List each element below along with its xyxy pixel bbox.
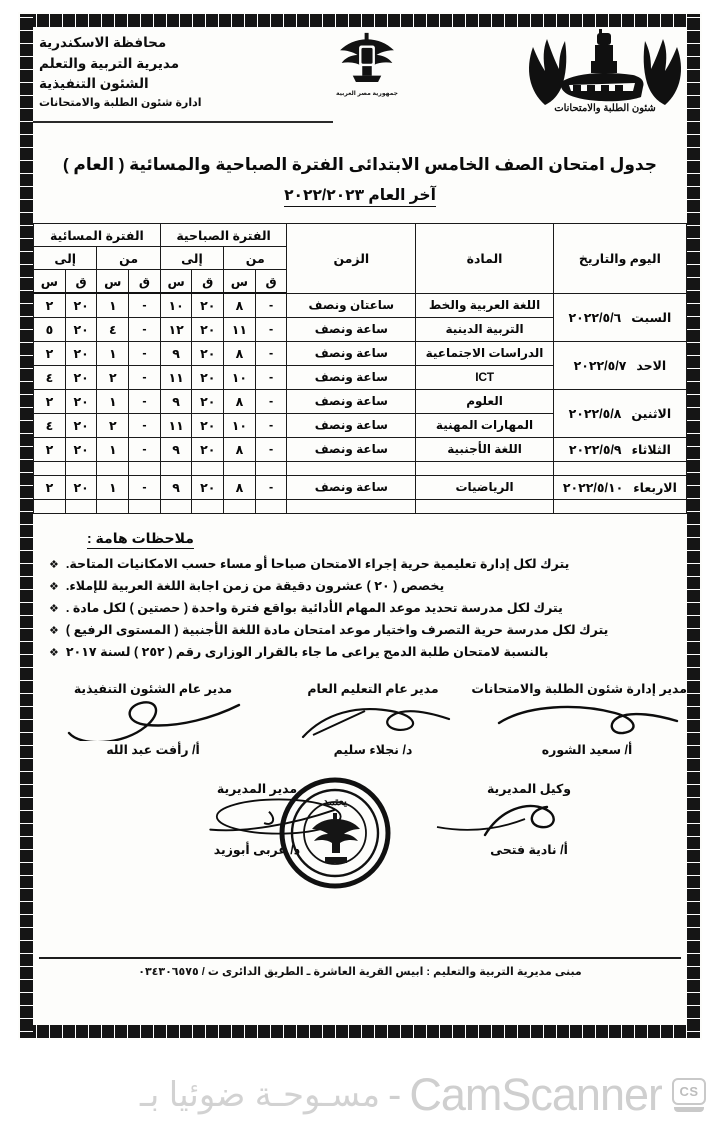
table-row [34,341,687,365]
cell-morning-from-min: - [255,365,287,389]
signature-scribble-icon [487,697,687,741]
cell-evening-to-min: ٢٠ [65,341,97,365]
cell-evening-from-hr: ٢ [97,413,129,437]
org-line-directorate: مديرية التربية والتعلم [39,55,180,71]
cell-morning-from-hr: ٨ [224,475,256,499]
cell-evening-from-min: - [129,293,161,317]
cell-evening-to-hr: ٤ [34,365,66,389]
cell-morning-from-hr: ٨ [224,389,256,413]
spacer-cell [287,461,416,475]
cell-day-date [553,293,686,341]
cell-evening-from-hr: ١ [97,475,129,499]
cell-morning-from-min: - [255,437,287,461]
table-row [34,437,687,461]
th-min-1: ق [255,270,287,294]
spacer-cell [97,499,129,513]
spacer-cell [192,461,224,475]
signature-executive-affairs [53,681,253,757]
spacer-cell [97,461,129,475]
th-morning-period: الفترة الصباحية [160,224,287,247]
camscanner-logo-icon [672,1078,706,1112]
cell-day-date [553,389,686,437]
egypt-eagle-emblem-icon [319,29,415,115]
cell-subject: اللغة الأجنبية [416,437,554,461]
th-hr-2: س [160,270,192,294]
cell-morning-to-hr: ٩ [160,341,192,365]
note-item [33,578,687,593]
cell-evening-from-min: - [129,317,161,341]
cell-morning-from-min: - [255,413,287,437]
cell-evening-from-hr: ١ [97,341,129,365]
day-name: الثلاثاء [631,442,671,457]
day-date: ٢٠٢٢/٥/٩ [568,442,622,457]
cell-evening-to-hr: ٤ [34,413,66,437]
cell-evening-to-min: ٢٠ [65,317,97,341]
th-duration: الزمن [287,224,416,294]
page-subtitle: آخر العام ٢٠٢٢/٢٠٢٣ [284,186,436,207]
th-hr-3: س [97,270,129,294]
cell-duration: ساعة ونصف [287,341,416,365]
cell-evening-to-hr: ٢ [34,293,66,317]
cell-subject: ICT [416,365,554,389]
cell-duration: ساعة ونصف [287,317,416,341]
cell-duration: ساعة ونصف [287,413,416,437]
cell-morning-to-min: ٢٠ [192,475,224,499]
cell-evening-to-min: ٢٠ [65,293,97,317]
cell-day-date [553,475,686,499]
cell-morning-from-hr: ٨ [224,293,256,317]
signature-scribble-icon [273,697,473,741]
page-subtitle-wrap [33,186,687,207]
th-hr-1: س [224,270,256,294]
official-stamp-icon [279,777,391,889]
cell-day-date [553,437,686,461]
cell-evening-to-hr: ٥ [34,317,66,341]
spacer-cell [192,499,224,513]
note-item [33,644,687,659]
cell-morning-from-hr: ٨ [224,341,256,365]
cell-morning-to-min: ٢٠ [192,413,224,437]
cell-morning-from-min: - [255,389,287,413]
cell-morning-to-min: ٢٠ [192,389,224,413]
cell-evening-from-hr: ٢ [97,365,129,389]
cell-evening-to-min: ٢٠ [65,475,97,499]
notes-title: ملاحظات هامة : [87,530,194,549]
day-name: الاثنين [631,406,672,421]
cell-evening-from-min: - [129,365,161,389]
cell-morning-to-hr: ٩ [160,437,192,461]
cell-morning-to-min: ٢٠ [192,341,224,365]
table-row [34,475,687,499]
org-line-administration: ادارة شئون الطلبة والامتحانات [39,96,202,109]
day-date: ٢٠٢٢/٥/٦ [568,310,622,325]
note-text: بالنسبة لامتحان طلبة الدمج يراعى ما جاء بالقرار الوزارى رقم ( ٢٥٢ ) لسنة ٢٠١٧ [65,644,549,659]
signature-name: أ/ نادية فتحى [490,842,568,857]
org-line-governorate: محافظة الاسكندرية [39,35,167,50]
cell-evening-from-hr: ١ [97,389,129,413]
cell-duration: ساعة ونصف [287,365,416,389]
cell-morning-to-hr: ١٢ [160,317,192,341]
watermark-text-clip [0,1075,662,1115]
cell-morning-to-hr: ٩ [160,389,192,413]
signature-title: مدير إدارة شئون الطلبة والامتحانات [471,681,687,696]
spacer-cell [255,499,287,513]
stamp-text: يعتمد [323,795,347,808]
student-affairs-emblem-icon [515,27,695,115]
camscanner-watermark [0,1058,720,1132]
signature-name: د/ عربى أبوزيد [213,842,301,857]
cell-morning-to-hr: ١١ [160,413,192,437]
table-row [34,389,687,413]
cell-duration: ساعة ونصف [287,475,416,499]
cell-evening-to-hr: ٢ [34,389,66,413]
th-min-4: ق [65,270,97,294]
th-min-3: ق [129,270,161,294]
cell-evening-from-min: - [129,437,161,461]
watermark-latin-text: CamScanner [409,1075,662,1115]
note-bullet-icon: ❖ [49,558,59,571]
cell-evening-from-min: - [129,341,161,365]
cell-morning-to-hr: ٩ [160,475,192,499]
th-hr-4: س [34,270,66,294]
cell-morning-from-hr: ١١ [224,317,256,341]
spacer-cell [255,461,287,475]
day-name: الاحد [636,358,667,373]
cell-morning-to-min: ٢٠ [192,293,224,317]
table-row-spacer [34,499,687,513]
th-evening-period: الفترة المسائية [34,224,161,247]
cell-evening-from-hr: ١ [97,437,129,461]
signature-name: أ/ سعيد الشوره [541,742,633,757]
spacer-cell [287,499,416,513]
cell-duration: ساعة ونصف [287,437,416,461]
exam-schedule-table [33,223,687,514]
cell-morning-to-min: ٢٠ [192,365,224,389]
page-title: جدول امتحان الصف الخامس الابتدائى الفترة الصباحية والمسائية ( العام ) [63,155,657,174]
cell-subject: المهارات المهنية [416,413,554,437]
spacer-cell [65,461,97,475]
cell-subject: التربية الدينية [416,317,554,341]
signatures-section [33,681,687,889]
cell-morning-to-hr: ١١ [160,365,192,389]
note-text: يترك لكل إدارة تعليمية حرية إجراء الامتحان صباحا أو مساء حسب الامكانيات المتاحة. [65,556,570,571]
note-bullet-icon: ❖ [49,602,59,615]
cell-subject: اللغة العربية والخط [416,293,554,317]
signature-name: د/ نجلاء سليم [333,742,413,757]
cell-evening-from-min: - [129,475,161,499]
cell-evening-to-min: ٢٠ [65,437,97,461]
day-date: ٢٠٢٢/٥/٨ [568,406,622,421]
document-content [33,27,687,1025]
camscanner-badge-text: CS [672,1078,706,1105]
cell-evening-to-min: ٢٠ [65,389,97,413]
spacer-cell [160,461,192,475]
signature-title: مدير عام التعليم العام [307,681,439,696]
spacer-cell [416,461,554,475]
cell-morning-from-min: - [255,341,287,365]
table-row-spacer [34,461,687,475]
notes-list [33,556,687,659]
cell-morning-to-hr: ١٠ [160,293,192,317]
cell-morning-to-min: ٢٠ [192,437,224,461]
org-line-department: الشئون التنفيذية [39,76,149,92]
th-morning-from: من [224,247,287,270]
th-subject: المادة [416,224,554,294]
cell-morning-from-min: - [255,317,287,341]
signature-general-education [273,681,473,757]
footer-rule [39,957,681,959]
camscanner-badge-base [674,1107,704,1112]
spacer-cell [129,499,161,513]
masthead [33,27,687,123]
table-row [34,293,687,317]
cell-day-date [553,341,686,389]
day-name: الاربعاء [633,480,677,495]
day-date: ٢٠٢٢/٥/١٠ [562,480,624,495]
important-notes-section [33,530,687,659]
note-bullet-icon: ❖ [49,646,59,659]
note-item [33,556,687,571]
note-text: يخصص ( ٢٠ ) عشرون دقيقة من زمن اجابة اللغة العربية للإملاء. [65,578,445,593]
spacer-cell [416,499,554,513]
cell-evening-to-min: ٢٠ [65,365,97,389]
cell-morning-from-hr: ١٠ [224,365,256,389]
footer-address: مبنى مديرية التربية والتعليم : ابيس القرية العاشرة ـ الطريق الدائرى ت / ٠٣٤٣٠٦٥٧٥ [138,966,582,978]
th-evening-to: إلى [34,247,97,270]
table-body [34,293,687,513]
signature-title: مدير المديرية [216,781,298,796]
ministry-caption: جمهورية مصر العربية [336,91,398,97]
signature-student-affairs [471,681,687,757]
day-name: السبت [631,310,672,325]
note-text: يترك لكل مدرسة حرية التصرف واختيار موعد امتحان مادة اللغة الأجنبية ( المستوى الرفيع ) [65,622,609,637]
spacer-cell [129,461,161,475]
watermark-arabic-text: مسـوحـة ضوئيا بـ [139,1076,381,1114]
cell-evening-from-min: - [129,413,161,437]
signature-scribble-icon [53,697,253,741]
note-text: يترك لكل مدرسة تحديد موعد المهام الأدائية بواقع فترة واحدة ( حصتين ) لكل مادة . [65,600,563,615]
th-morning-to: إلى [160,247,223,270]
table-header-row-1 [34,224,687,247]
spacer-cell [553,461,686,475]
cell-morning-from-min: - [255,293,287,317]
cell-duration: ساعتان ونصف [287,293,416,317]
spacer-cell [160,499,192,513]
note-bullet-icon: ❖ [49,580,59,593]
note-item [33,600,687,615]
watermark-dash: - [388,1075,402,1115]
signature-directorate-deputy [429,781,629,857]
note-item [33,622,687,637]
cell-morning-from-hr: ٨ [224,437,256,461]
spacer-cell [224,499,256,513]
th-min-2: ق [192,270,224,294]
svg-text:شئون الطلبة والامتحانات: شئون الطلبة والامتحانات [554,103,656,114]
signature-name: أ/ رأفت عبد الله [106,742,200,757]
day-date: ٢٠٢٢/٥/٧ [573,358,627,373]
th-day-date: اليوم والتاريخ [553,224,686,294]
cell-evening-from-hr: ١ [97,293,129,317]
cell-subject: الرياضيات [416,475,554,499]
cell-subject: الدراسات الاجتماعية [416,341,554,365]
organisation-heading [39,33,202,111]
cell-subject: العلوم [416,389,554,413]
cell-evening-to-min: ٢٠ [65,413,97,437]
cell-evening-from-hr: ٤ [97,317,129,341]
cell-duration: ساعة ونصف [287,389,416,413]
signature-scribble-icon [429,797,629,841]
spacer-cell [34,499,66,513]
cell-morning-to-min: ٢٠ [192,317,224,341]
cell-evening-to-hr: ٢ [34,475,66,499]
signature-title: وكيل المديرية [486,781,572,796]
notes-title-wrap [33,530,687,549]
spacer-cell [34,461,66,475]
cell-morning-from-min: - [255,475,287,499]
cell-evening-to-hr: ٢ [34,341,66,365]
spacer-cell [224,461,256,475]
note-bullet-icon: ❖ [49,624,59,637]
spacer-cell [553,499,686,513]
masthead-rule [33,121,333,123]
th-evening-from: من [97,247,160,270]
cell-evening-from-min: - [129,389,161,413]
spacer-cell [65,499,97,513]
cell-morning-from-hr: ١٠ [224,413,256,437]
signature-title: مدير عام الشئون التنفيذية [73,681,233,696]
cell-evening-to-hr: ٢ [34,437,66,461]
